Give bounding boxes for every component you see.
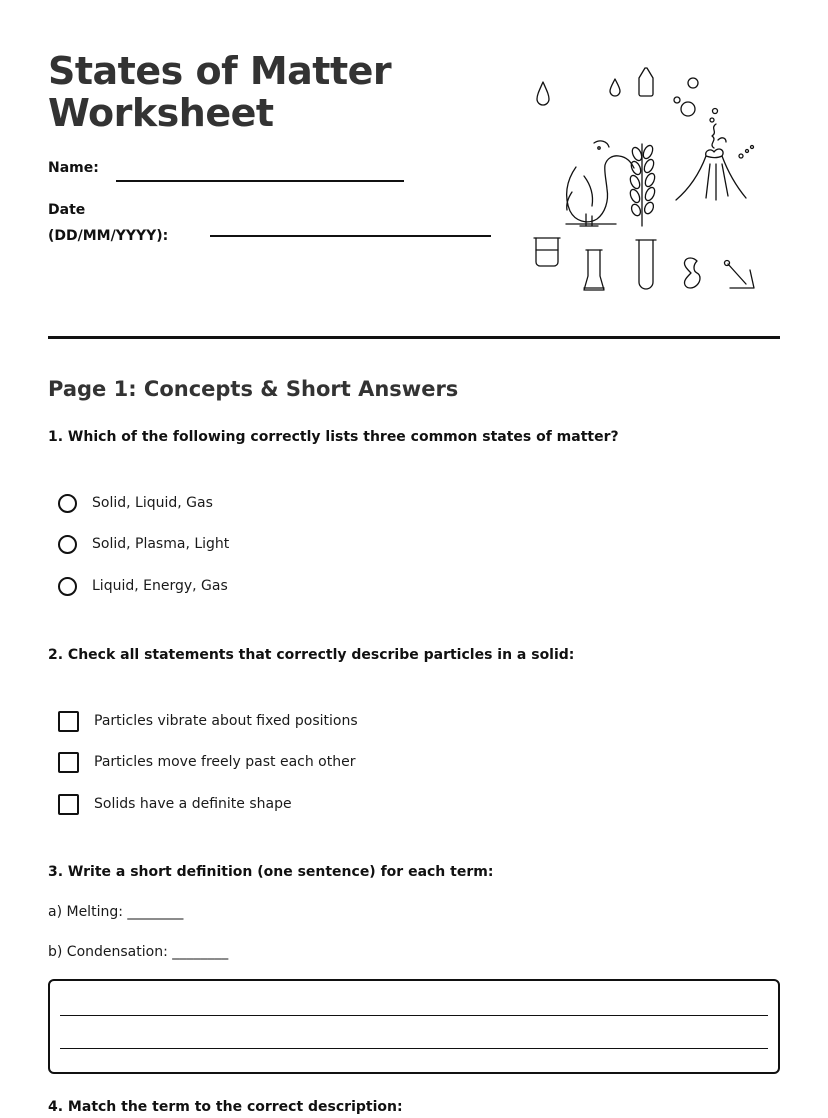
q2-option-1[interactable] xyxy=(58,709,358,733)
plant-icon xyxy=(628,144,656,226)
section-title: Page 1: Concepts & Short Answers xyxy=(48,377,459,401)
water-drop-icon xyxy=(537,68,653,105)
dropper-icon xyxy=(725,261,755,289)
question-4: 4. Match the term to the correct description: xyxy=(48,1099,403,1115)
q2-option-3[interactable] xyxy=(58,792,292,816)
checkbox[interactable] xyxy=(58,711,79,732)
title-line-2: Worksheet xyxy=(48,91,274,135)
option-label: Liquid, Energy, Gas xyxy=(92,578,228,594)
worksheet-title xyxy=(48,50,391,134)
radio-button[interactable] xyxy=(58,577,77,596)
bubbles-icon xyxy=(674,78,754,158)
checkbox[interactable] xyxy=(58,794,79,815)
hourglass-icon xyxy=(684,258,700,288)
question-3: 3. Write a short definition (one sentence) for each term: xyxy=(48,864,494,880)
date-field[interactable] xyxy=(210,235,491,237)
question-1: 1. Which of the following correctly lists three common states of matter? xyxy=(48,429,619,445)
bird-icon xyxy=(566,141,634,226)
q1-option-3[interactable] xyxy=(58,574,228,598)
radio-button[interactable] xyxy=(58,494,77,513)
name-label: Name: xyxy=(48,160,99,176)
answer-line xyxy=(60,1015,768,1016)
flask-icon xyxy=(584,250,604,290)
q1-option-2[interactable] xyxy=(58,532,229,556)
test-tube-icon xyxy=(636,240,656,289)
title-line-1: States of Matter xyxy=(48,49,392,93)
q1-option-1[interactable] xyxy=(58,491,213,515)
radio-button[interactable] xyxy=(58,535,77,554)
option-label: Particles move freely past each other xyxy=(94,754,356,770)
science-illustration xyxy=(528,64,768,300)
option-label: Solid, Liquid, Gas xyxy=(92,495,213,511)
option-label: Particles vibrate about fixed positions xyxy=(94,713,358,729)
option-label: Solid, Plasma, Light xyxy=(92,536,230,552)
answer-line xyxy=(60,1048,768,1049)
definition-melting[interactable]: a) Melting: ________ xyxy=(48,904,184,920)
answer-box[interactable] xyxy=(48,979,780,1074)
question-2: 2. Check all statements that correctly describe particles in a solid: xyxy=(48,647,575,663)
checkbox[interactable] xyxy=(58,752,79,773)
definition-condensation[interactable]: b) Condensation: ________ xyxy=(48,944,229,960)
header-divider xyxy=(48,336,780,339)
option-label: Solids have a definite shape xyxy=(94,796,292,812)
date-label: Date (DD/MM/YYYY): xyxy=(48,202,169,244)
volcano-icon xyxy=(676,124,746,200)
name-field[interactable] xyxy=(116,180,404,182)
q2-option-2[interactable] xyxy=(58,750,355,774)
beaker-icon xyxy=(534,238,560,266)
